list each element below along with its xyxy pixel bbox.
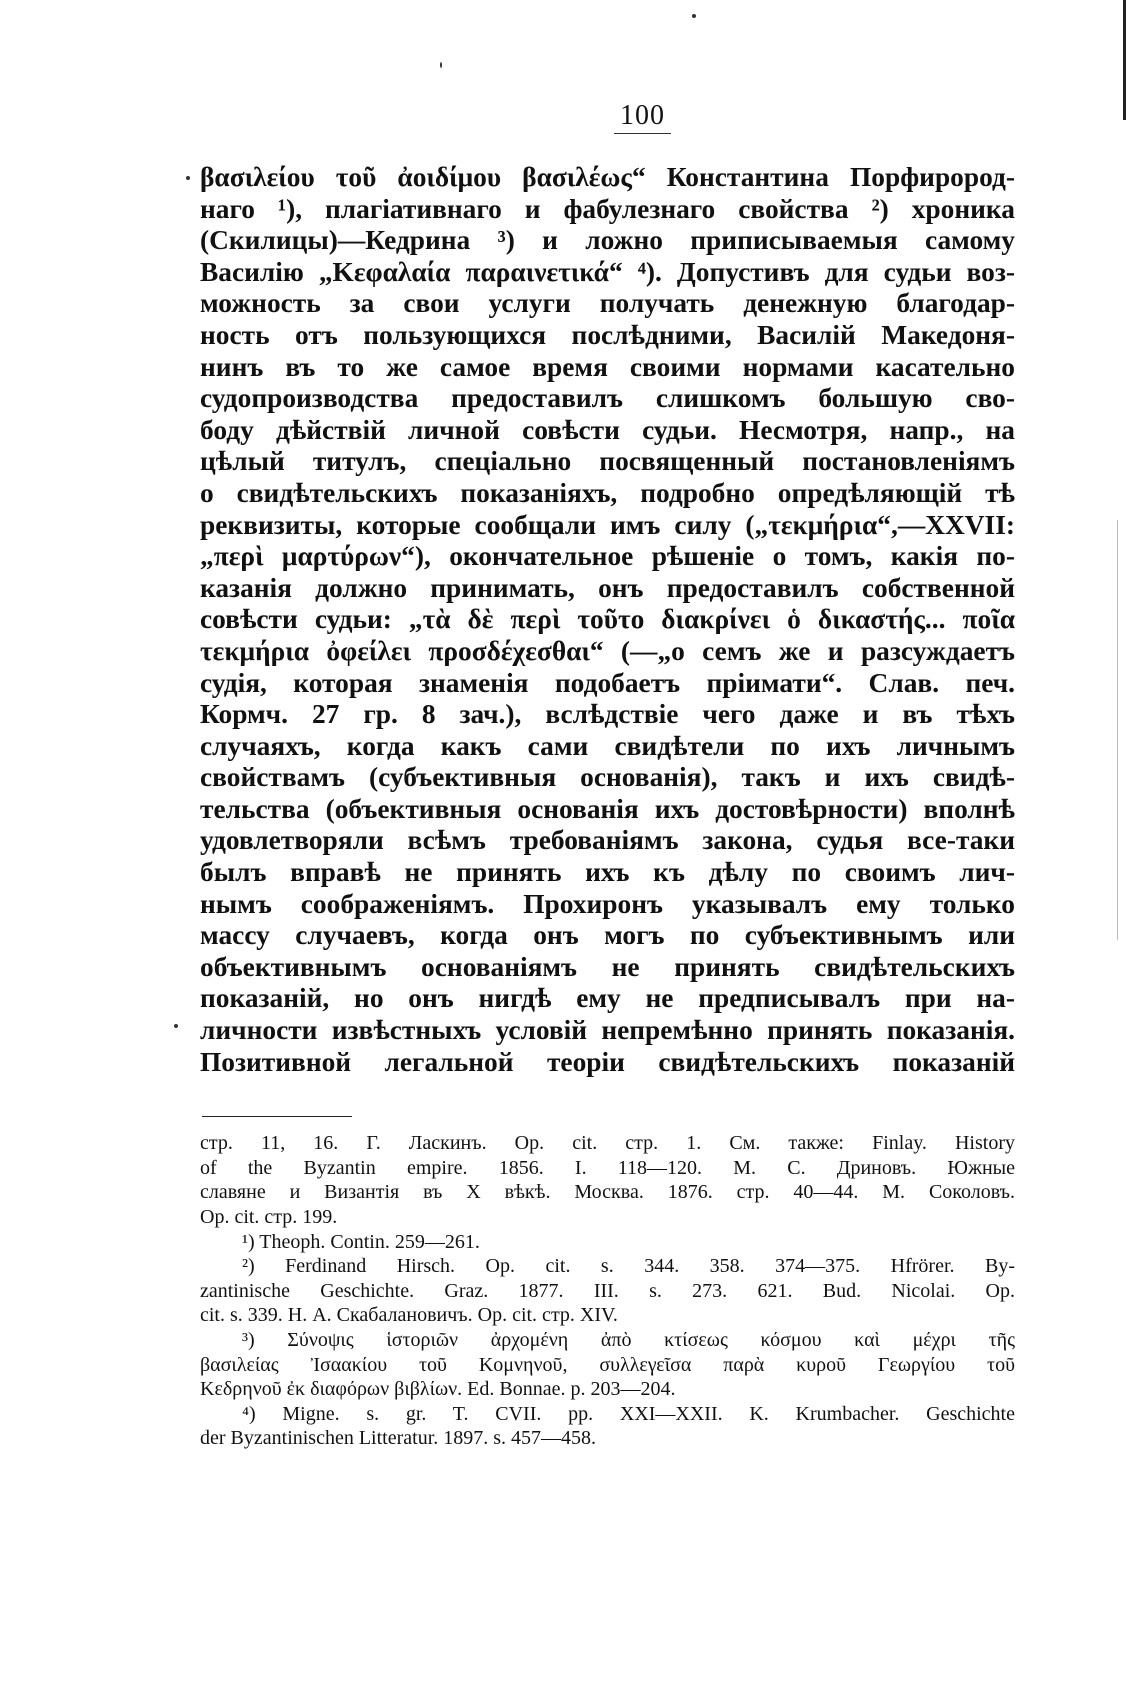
text-line: реквизиты, которые сообщали имъ силу („τεκμήρια“,—XXVII:	[200, 509, 1015, 540]
footnote-line: cit. s. 339. Н. А. Скабалановичъ. Op. cit. стр. XIV.	[200, 1304, 618, 1327]
footnote-line: βασιλείας Ἰσαακίου τοῦ Κομνηνοῦ, συλλεγεῖσα παρὰ κυροῦ Γεωργίου τοῦ	[200, 1353, 1015, 1376]
text-line: тельства (объективныя основанія ихъ достовѣрности) вполнѣ	[200, 793, 1015, 824]
footnote-separator	[202, 1116, 352, 1117]
text-line: случаяхъ, когда какъ сами свидѣтели по ихъ личнымъ	[200, 730, 1015, 761]
text-line: личности извѣстныхъ условій непремѣнно принять показанія.	[200, 1015, 1015, 1046]
text-line: наго ¹), плагіативнаго и фабулезнаго свойства ²) хроника	[200, 193, 1015, 224]
text-line: нымъ соображеніямъ. Прохиронъ указывалъ ему только	[200, 888, 1015, 919]
text-line: удовлетворяли всѣмъ требованіямъ закона, судья все-таки	[200, 825, 1015, 856]
footnote-line: стр. 11, 16. Г. Ласкинъ. Op. cit. стр. 1. См. также: Finlay. History	[200, 1132, 1015, 1155]
text-line: Позитивной легальной теоріи свидѣтельскихъ показаній	[200, 1046, 1015, 1077]
footnotes	[200, 1131, 1015, 1451]
text-line: ность отъ пользующихся послѣдними, Василій Македоня-	[200, 319, 1015, 350]
footnote-line: ⁴) Migne. s. gr. T. CVII. pp. XXI—XXII. K. Krumbacher. Geschichte	[242, 1402, 1015, 1425]
footnote-line: Op. cit. стр. 199.	[200, 1206, 338, 1228]
page-number: 100	[200, 100, 1015, 132]
text-line: можность за свои услуги получать денежную благодар-	[200, 288, 1015, 319]
text-line: массу случаевъ, когда онъ могъ по субъективнымъ или	[200, 920, 1015, 951]
footnote-line: славяне и Византія въ X вѣкѣ. Москва. 1876. стр. 40—44. М. Соколовъ.	[200, 1181, 1015, 1204]
footnote-line: ¹) Theoph. Contin. 259—261.	[242, 1230, 480, 1253]
text-line: показаній, но онъ нигдѣ ему не предписывалъ при на-	[200, 983, 1015, 1014]
main-text	[200, 162, 1015, 1078]
page-edge-shadow	[1117, 520, 1118, 940]
footnote-line: ²) Ferdinand Hirsch. Op. cit. s. 344. 358. 374—375. Hfrörer. By-	[242, 1255, 1015, 1278]
footnote-line: of the Byzantin empire. 1856. I. 118—120. М. С. Дриновъ. Южные	[200, 1156, 1015, 1179]
book-page	[200, 100, 1015, 1451]
text-line: Василію „Κεφαλαία παραινετικά“ ⁴). Допустивъ для судьи воз-	[200, 256, 1015, 287]
page-edge-line	[1123, 0, 1126, 120]
text-line: казанія должно принимать, онъ предоставилъ собственной	[200, 572, 1015, 603]
text-line: „περὶ μαρτύρων“), окончательное рѣшеніе о томъ, какія по-	[200, 541, 1015, 572]
text-line: βασιλείου τοῦ ἀοιδίμου βασιλέως“ Константина Порфирород-	[200, 162, 1015, 192]
speck	[174, 1024, 178, 1028]
text-line: былъ вправѣ не принять ихъ къ дѣлу по своимъ лич-	[200, 857, 1015, 888]
text-line: объективнымъ основаніямъ не принять свидѣтельскихъ	[200, 951, 1015, 982]
footnote-line: der Byzantinischen Litteratur. 1897. s. 457—458.	[200, 1427, 597, 1450]
text-line: свойствамъ (субъективныя основанія), такъ и ихъ свидѣ-	[200, 762, 1015, 793]
footnote-line: Κεδρηνοῦ ἐκ διαφόρων βιβλίων. Ed. Bonnae. p. 203—204.	[200, 1378, 676, 1401]
text-line: нинъ въ то же самое время своими нормами касательно	[200, 351, 1015, 382]
speck	[186, 176, 190, 180]
text-line: τεκμήρια ὀφείλει προσδέχεσθαι“ (—„о семъ же и разсуждаетъ	[200, 635, 1015, 666]
text-line: о свидѣтельскихъ показаніяхъ, подробно опредѣляющій тѣ	[200, 477, 1015, 508]
text-line: (Скилицы)—Кедрина ³) и ложно приписываемыя самому	[200, 225, 1015, 256]
text-line: цѣлый титулъ, спеціально посвященный постановленіямъ	[200, 446, 1015, 477]
speck	[440, 62, 442, 68]
speck	[692, 14, 696, 18]
footnote-line: ³) Σύνοψις ἱστοριῶν ἀρχομένη ἀπὸ κτίσεως κόσμου καὶ μέχρι τῆς	[242, 1328, 1015, 1351]
text-line: судопроизводства предоставилъ слишкомъ большую сво-	[200, 383, 1015, 414]
text-line: боду дѣйствій личной совѣсти судьи. Несмотря, напр., на	[200, 414, 1015, 445]
text-line: совѣсти судьи: „τὰ δὲ περὶ τοῦτο διακρίνει ὁ δικαστής... ποῖα	[200, 604, 1015, 635]
text-line: Кормч. 27 гр. 8 зач.), вслѣдствіе чего даже и въ тѣхъ	[200, 699, 1015, 730]
text-line: судія, которая знаменія подобаетъ пріимати“. Слав. печ.	[200, 667, 1015, 698]
footnote-line: zantinische Geschichte. Graz. 1877. III. s. 273. 621. Bud. Nicolai. Op.	[200, 1279, 1015, 1302]
